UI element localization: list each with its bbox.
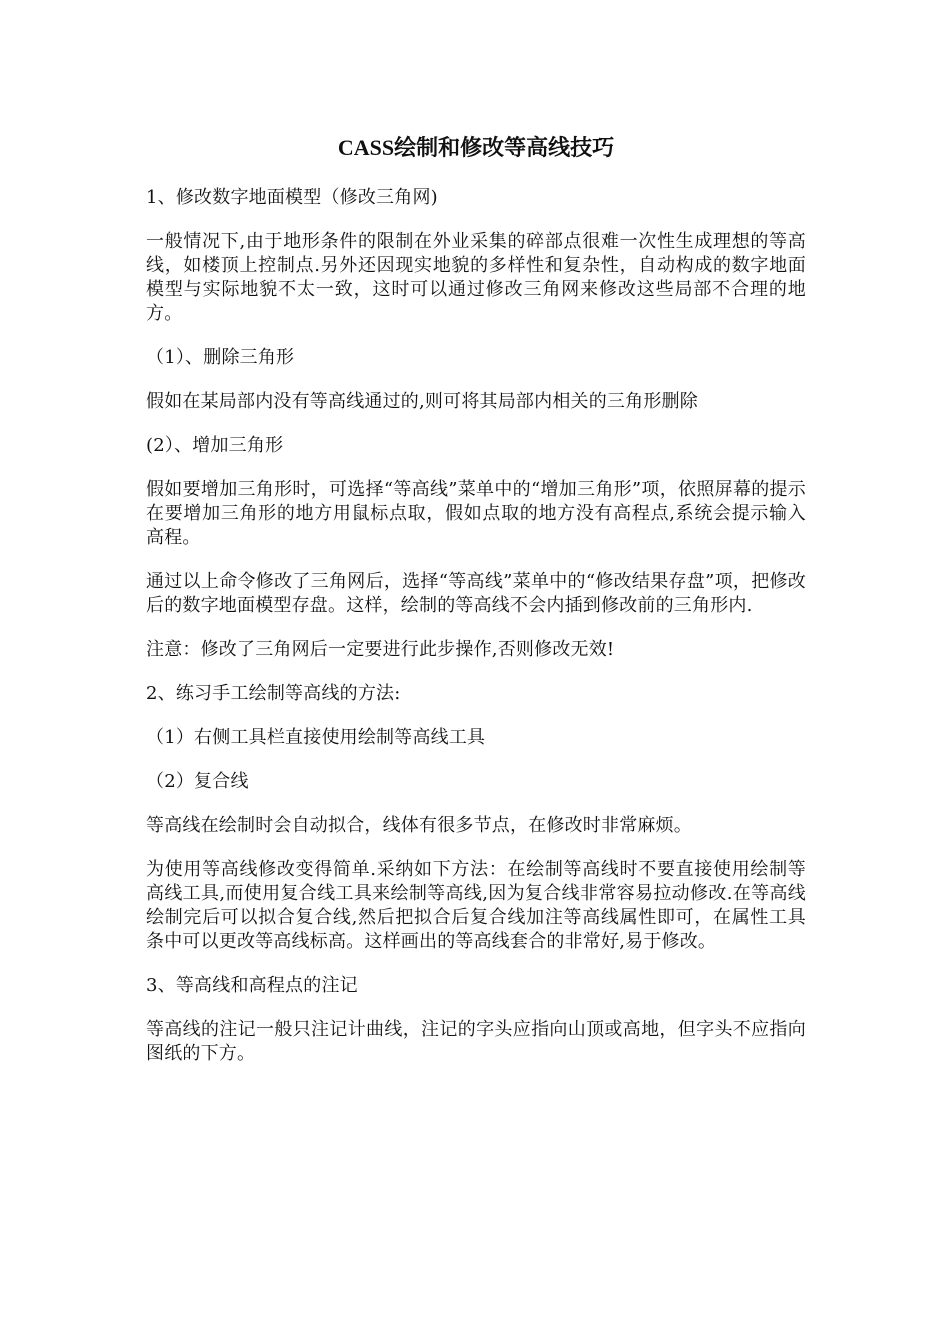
subheading-toolbar: （1）右侧工具栏直接使用绘制等高线工具	[146, 727, 486, 748]
paragraph-add-triangle: 假如要增加三角形时，可选择“等高线”菜单中的“增加三角形”项，依照屏幕的提示在要增加三角形的地方用鼠标点取，假如点取的地方没有高程点,系统会提示输入高程。	[146, 479, 806, 548]
paragraph-method: 为使用等高线修改变得简单.采纳如下方法：在绘制等高线时不要直接使用绘制等高线工具,而使用复合线工具来绘制等高线,因为复合线非常容易拉动修改.在等高线绘制完后可以拟合复合线,然后把拟合后复合线加注等高线属性即可，在属性工具条中可以更改等高线标高。这样画出的等高线套合的非常好,易于修改。	[146, 859, 806, 952]
paragraph-delete-triangle: 假如在某局部内没有等高线通过的,则可将其局部内相关的三角形删除	[146, 391, 698, 412]
paragraph-note: 注意：修改了三角网后一定要进行此步操作,否则修改无效!	[146, 639, 615, 660]
paragraph-intro: 一般情况下,由于地形条件的限制在外业采集的碎部点很难一次性生成理想的等高线，如楼顶上控制点.另外还因现实地貌的多样性和复杂性，自动构成的数字地面模型与实际地貌不太一致，这时可以通过修改三角网来修改这些局部不合理的地方。	[146, 231, 806, 324]
section-heading-3: 3、等高线和高程点的注记	[146, 975, 358, 996]
paragraph-annotation: 等高线的注记一般只注记计曲线，注记的字头应指向山顶或高地，但字头不应指向图纸的下方。	[146, 1019, 806, 1064]
section-heading-1: 1、修改数字地面模型（修改三角网)	[146, 187, 438, 208]
subheading-polyline: （2）复合线	[146, 771, 249, 792]
paragraph-auto-fit: 等高线在绘制时会自动拟合，线体有很多节点，在修改时非常麻烦。	[146, 815, 692, 836]
subheading-delete-triangle: （1）、删除三角形	[146, 347, 295, 368]
document-title: CASS绘制和修改等高线技巧	[337, 135, 615, 160]
subheading-add-triangle: (2）、增加三角形	[146, 435, 284, 456]
paragraph-save-result: 通过以上命令修改了三角网后，选择“等高线”菜单中的“修改结果存盘”项，把修改后的数字地面模型存盘。这样，绘制的等高线不会内插到修改前的三角形内.	[146, 571, 806, 616]
document-page	[146, 132, 806, 1086]
section-heading-2: 2、练习手工绘制等高线的方法:	[146, 683, 401, 704]
